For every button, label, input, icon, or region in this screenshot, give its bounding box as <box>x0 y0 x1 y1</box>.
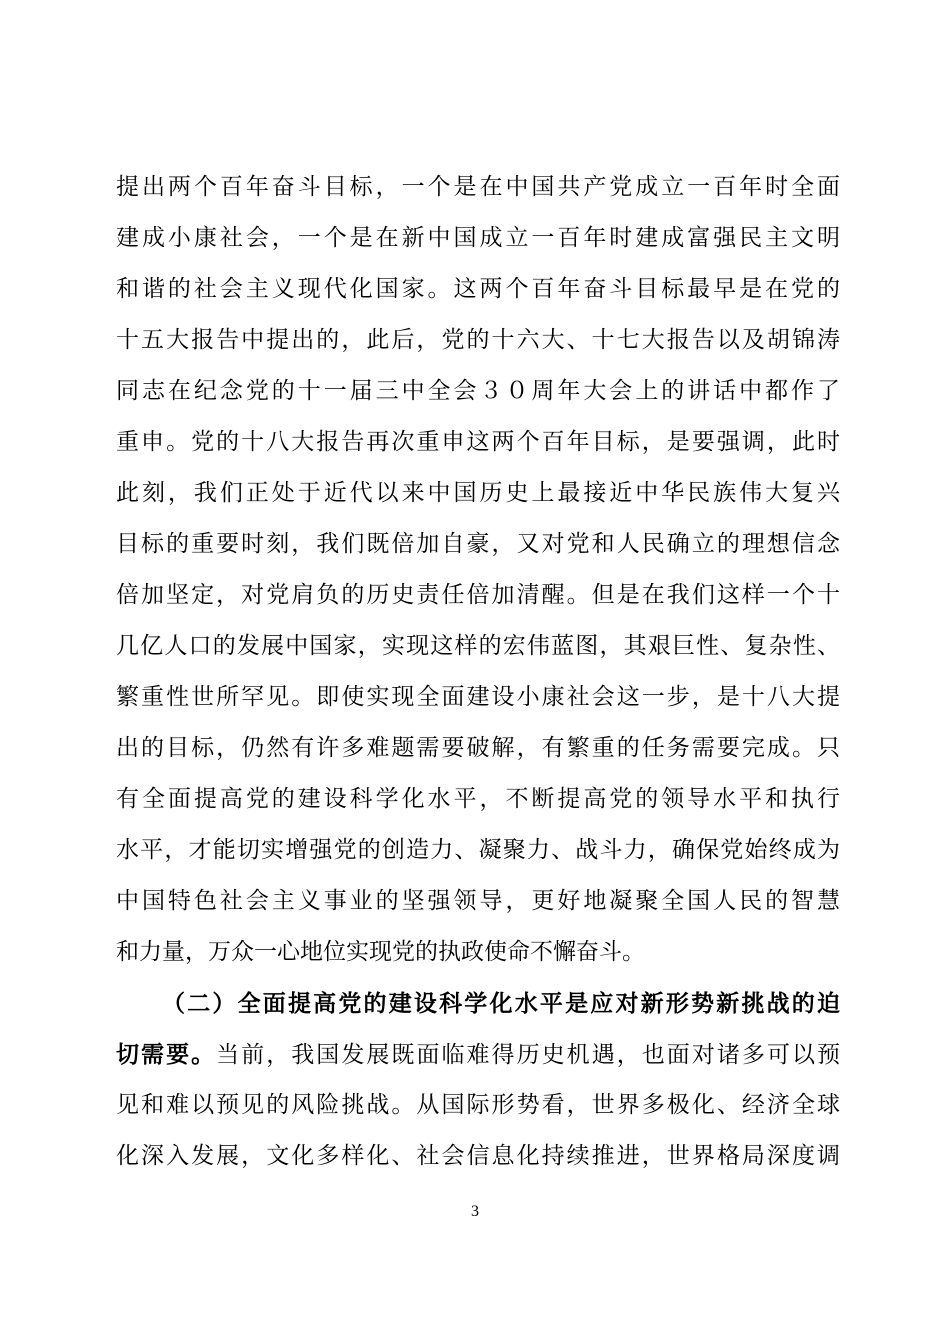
text-line: 此刻，我们正处于近代以来中国历史上最接近中华民族伟大复兴 <box>116 480 840 506</box>
text-line: 出的目标，仍然有许多难题需要破解，有繁重的任务需要完成。只 <box>116 735 840 761</box>
page-number: 3 <box>471 1203 479 1220</box>
text-run: 当前，我国发展既面临难得历史机遇，也面对诸多可以预 <box>216 1042 840 1068</box>
text-line: 和谐的社会主义现代化国家。这两个百年奋斗目标最早是在党的 <box>116 276 840 302</box>
text-line: 中国特色社会主义事业的坚强领导，更好地凝聚全国人民的智慧 <box>116 888 840 914</box>
text-line: 建成小康社会，一个是在新中国成立一百年时建成富强民主文明 <box>116 225 840 251</box>
section-heading-end: 切需要。 <box>116 1041 217 1068</box>
text-line: 繁重性世所罕见。即使实现全面建设小康社会这一步，是十八大提 <box>116 684 840 710</box>
text-line: 水平，才能切实增强党的创造力、凝聚力、战斗力，确保党始终成为 <box>116 837 840 863</box>
text-line: 目标的重要时刻，我们既倍加自豪，又对党和人民确立的理想信念 <box>116 531 840 557</box>
text-line: 提出两个百年奋斗目标，一个是在中国共产党成立一百年时全面 <box>116 174 840 200</box>
text-line <box>116 1029 840 1080</box>
section-heading: （二）全面提高党的建设科学化水平是应对新形势新挑战的迫 <box>162 990 840 1017</box>
text-line: 倍加坚定，对党肩负的历史责任倍加清醒。但是在我们这样一个十 <box>116 582 840 608</box>
text-line: 化深入发展，文化多样化、社会信息化持续推进，世界格局深度调 <box>116 1143 840 1169</box>
text-line: 见和难以预见的风险挑战。从国际形势看，世界多极化、经济全球 <box>116 1092 840 1118</box>
text-line: 有全面提高党的建设科学化水平，不断提高党的领导水平和执行 <box>116 786 840 812</box>
text-line: 重申。党的十八大报告再次重申这两个百年目标，是要强调，此时 <box>116 429 840 455</box>
text-line: 十五大报告中提出的，此后，党的十六大、十七大报告以及胡锦涛 <box>116 327 840 353</box>
text-line: 几亿人口的发展中国家，实现这样的宏伟蓝图，其艰巨性、复杂性、 <box>116 633 840 659</box>
text-line: 和力量，万众一心地位实现党的执政使命不懈奋斗。 <box>116 939 645 965</box>
body-text <box>116 162 840 1182</box>
text-line: 同志在纪念党的十一届三中全会３０周年大会上的讲话中都作了 <box>116 378 840 404</box>
